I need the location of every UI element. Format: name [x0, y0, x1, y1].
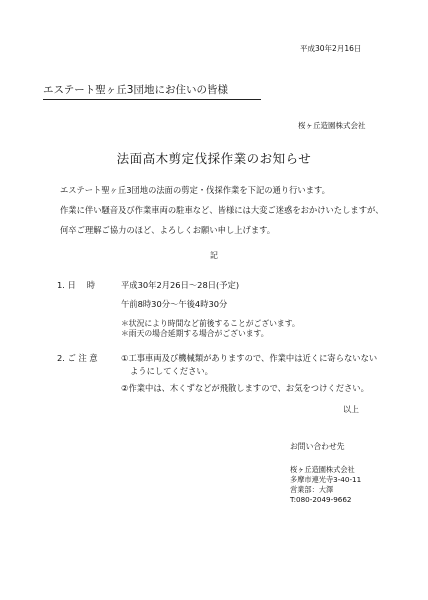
schedule-date: 平成30年2月26日～28日(予定) — [121, 280, 240, 290]
section-datetime-label: 1. 日 時 — [57, 280, 96, 290]
caution-item-1-line-2: ようにしてください。 — [130, 366, 213, 376]
ki-marker: 記 — [210, 251, 218, 260]
sender-company: 桜ヶ丘造園株式会社 — [298, 121, 366, 130]
section-caution-label: 2. ご 注 意 — [57, 353, 98, 363]
contact-address: 多摩市連光寺3-40-11 — [290, 475, 362, 484]
contact-company: 桜ヶ丘造園株式会社 — [290, 465, 355, 474]
addressee: エステート聖ヶ丘3団地にお住いの皆様 — [43, 82, 261, 100]
body-line-3: 何卒ご理解ご協力のほど、よろしくお願い申し上げます。 — [60, 225, 276, 235]
contact-staff: 営業部：大澤 — [290, 485, 334, 494]
caution-item-2: ②作業中は、木くずなどが飛散しますので、お気をつけください。 — [121, 383, 369, 393]
closing-mark: 以上 — [343, 405, 359, 414]
contact-heading: お問い合わせ先 — [290, 442, 345, 451]
body-line-2: 作業に伴い騒音及び作業車両の駐車など、皆様には大変ご迷惑をおかけいたしますが、 — [60, 205, 384, 215]
schedule-note-1: ＊状況により時間など前後することがございます。 — [121, 319, 300, 328]
schedule-time: 午前8時30分～午後4時30分 — [121, 299, 228, 309]
caution-item-1-line-1: ①工事車両及び機械類がありますので、作業中は近くに寄らないない — [121, 353, 378, 363]
body-line-1: エステート聖ヶ丘3団地の法面の剪定・伐採作業を下記の通り行います。 — [60, 185, 330, 195]
schedule-note-2: ＊雨天の場合延期する場合がございます。 — [121, 329, 269, 338]
issue-date: 平成30年2月16日 — [300, 44, 362, 53]
notice-title: 法面高木剪定伐採作業のお知らせ — [116, 151, 312, 166]
contact-phone: T:080-2049-9662 — [290, 495, 352, 504]
